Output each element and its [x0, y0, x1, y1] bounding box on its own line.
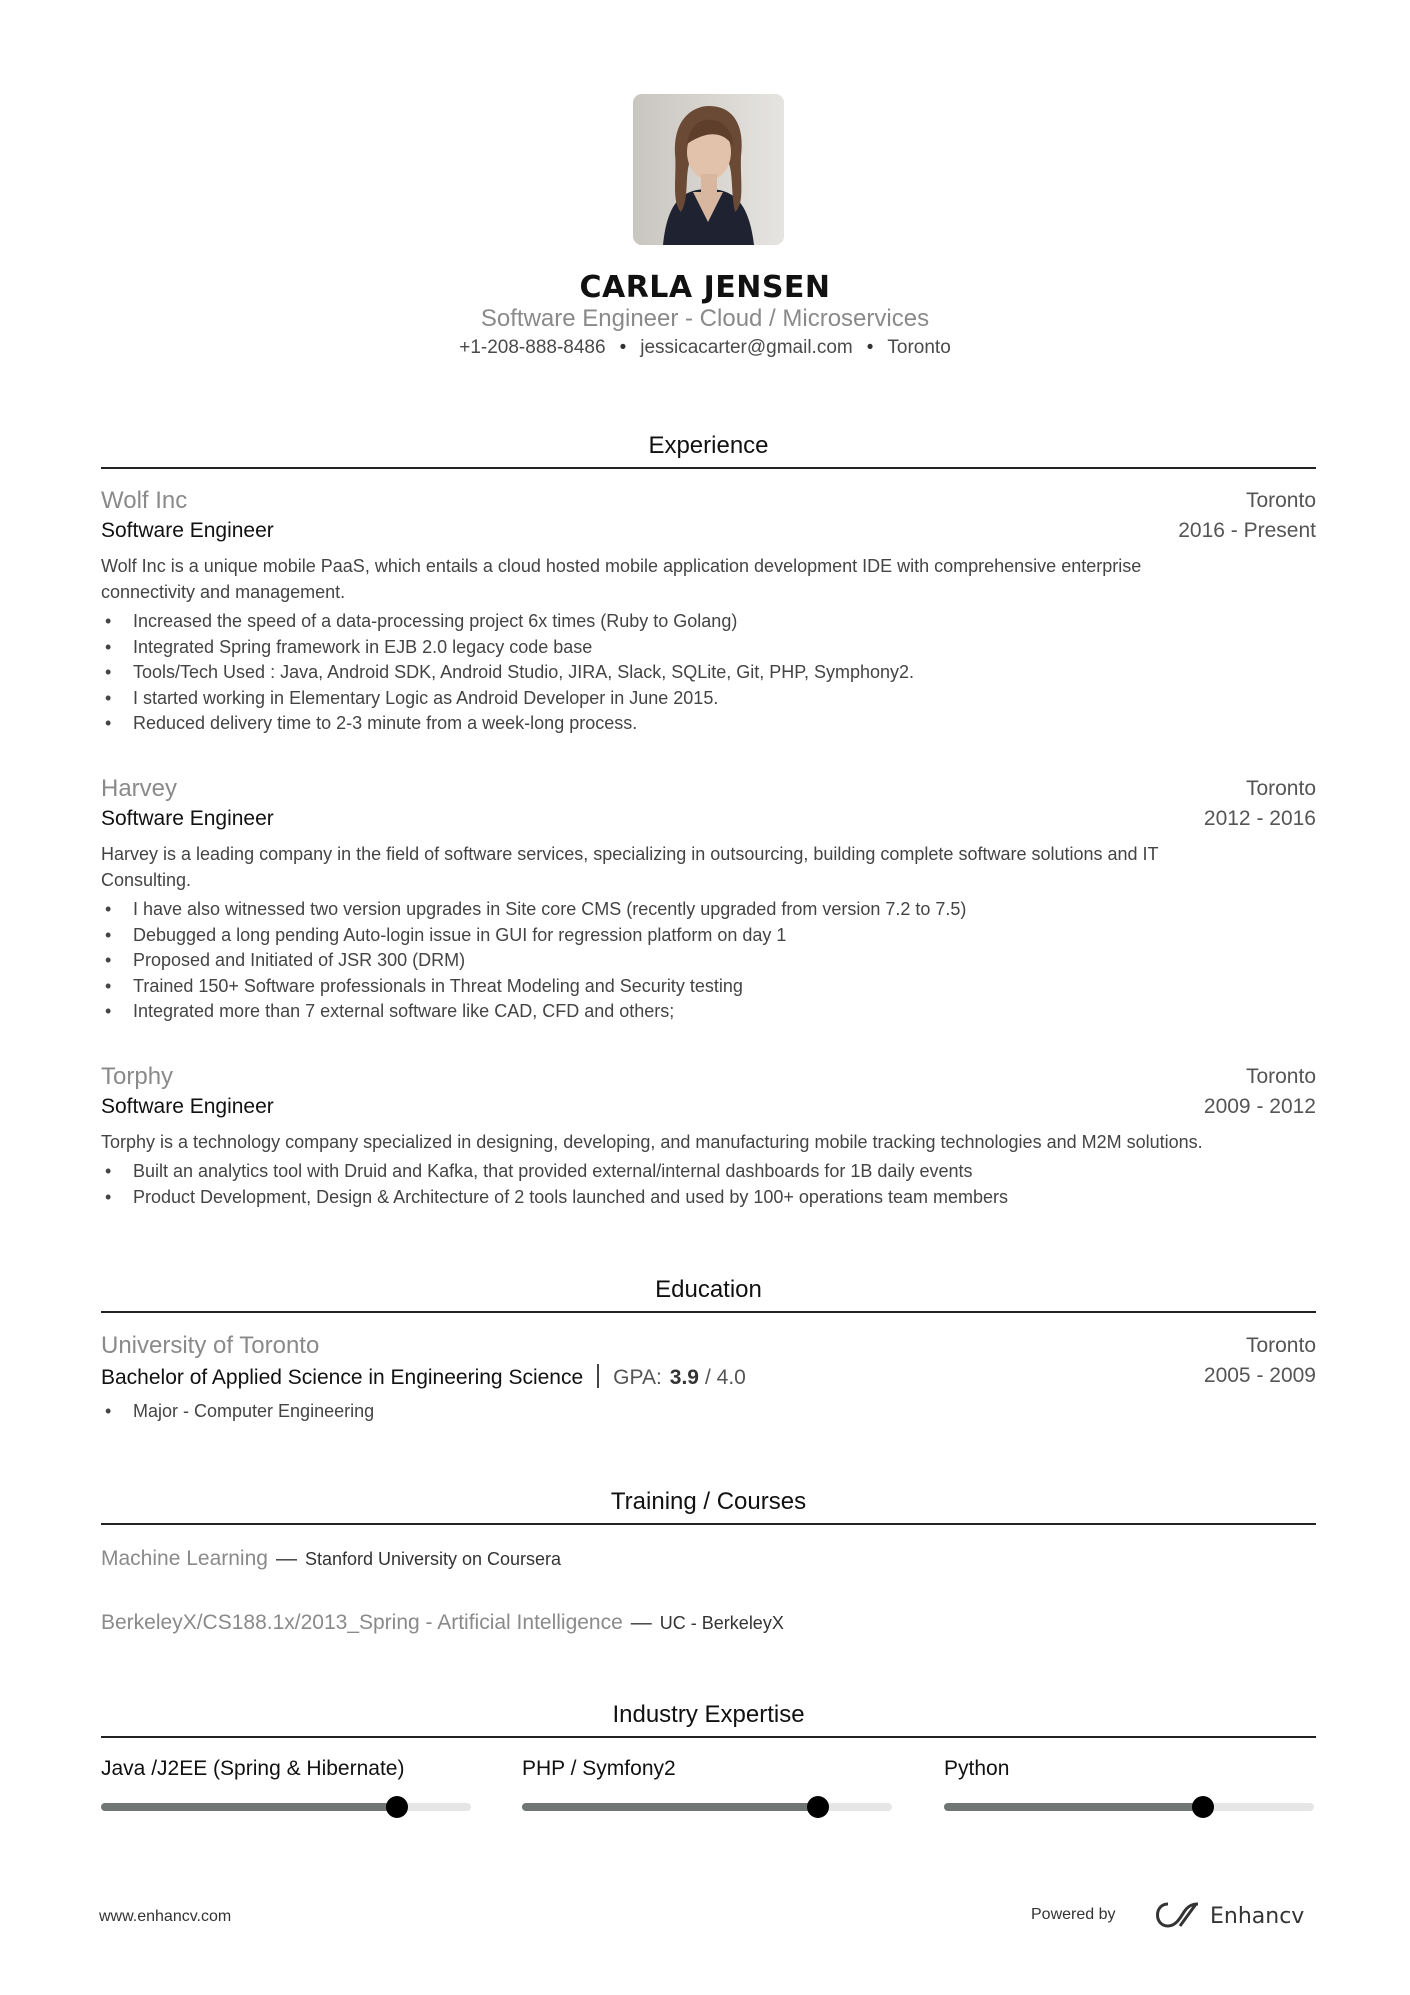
company-name: Torphy	[101, 1063, 174, 1090]
education-entry	[101, 1332, 1316, 1425]
degree-name: Bachelor of Applied Science in Engineering Science	[101, 1366, 584, 1389]
list-item: • I started working in Elementary Logic as Android Developer in June 2015.	[101, 686, 1316, 712]
experience-entry-wolf-inc	[101, 487, 1316, 737]
enhancv-brand-text: Enhancv	[1210, 1904, 1305, 1929]
course-dash: —	[275, 1547, 297, 1570]
school-name: University of Toronto	[101, 1332, 320, 1359]
achievement-list	[101, 897, 1316, 1025]
gpa-label: GPA:	[613, 1366, 662, 1389]
job-location: Toronto	[1245, 489, 1316, 512]
list-item: • Debugged a long pending Auto-login issue in GUI for regression platform on day 1	[101, 923, 1316, 949]
job-role: Software Engineer	[101, 519, 274, 542]
experience-heading: Experience	[648, 432, 769, 459]
skill-level-fill	[944, 1803, 1203, 1811]
course-provider: UC - BerkeleyX	[659, 1613, 784, 1633]
company-name: Harvey	[101, 775, 178, 802]
skill-php	[522, 1757, 892, 1781]
gpa-max: / 4.0	[704, 1366, 746, 1389]
skill-name: Python	[944, 1757, 1010, 1780]
job-role: Software Engineer	[101, 807, 274, 830]
skill-level-fill	[522, 1803, 818, 1811]
skill-level-fill	[101, 1803, 397, 1811]
list-item: • Tools/Tech Used : Java, Android SDK, Android Studio, JIRA, Slack, SQLite, Git, PHP, Symphony2.	[101, 660, 1316, 686]
education-dates: 2005 - 2009	[1203, 1364, 1316, 1387]
skill-name: PHP / Symfony2	[522, 1757, 676, 1780]
list-item: • I have also witnessed two version upgrades in Site core CMS (recently upgraded from version 7.2 to 7.5)	[101, 897, 1316, 923]
skill-level-track	[522, 1803, 892, 1811]
skill-level-knob	[807, 1796, 829, 1818]
education-divider	[101, 1311, 1316, 1313]
skill-name: Java /J2EE (Spring & Hibernate)	[101, 1757, 405, 1780]
footer-website-link[interactable]: www.enhancv.com	[99, 1908, 232, 1925]
contact-separator: •	[619, 337, 627, 358]
experience-entry-torphy	[101, 1063, 1316, 1210]
education-heading: Education	[655, 1276, 762, 1303]
list-item: • Proposed and Initiated of JSR 300 (DRM)	[101, 948, 1316, 974]
candidate-name: CARLA JENSEN	[579, 270, 831, 305]
phone-number: +1-208-888-8486	[459, 337, 606, 358]
list-item: • Built an analytics tool with Druid and Kafka, that provided external/internal dashboards for 1B daily events	[101, 1159, 1316, 1185]
email-address: jessicacarter@gmail.com	[640, 337, 853, 358]
course-dash: —	[630, 1611, 652, 1634]
skill-java	[101, 1757, 471, 1781]
job-role: Software Engineer	[101, 1095, 274, 1118]
profile-photo	[633, 94, 784, 245]
course-name: Machine Learning	[101, 1547, 268, 1570]
school-location: Toronto	[1245, 1334, 1316, 1357]
course-provider: Stanford University on Coursera	[304, 1549, 562, 1569]
contact-location: Toronto	[887, 337, 951, 358]
training-heading: Training / Courses	[610, 1488, 807, 1515]
job-location: Toronto	[1245, 777, 1316, 800]
company-description: Harvey is a leading company in the field of software services, specializing in outsourcing, building complete software solutions and IT Consulting.	[101, 844, 1159, 890]
enhancv-logo	[1150, 1898, 1310, 1932]
list-item: • Trained 150+ Software professionals in Threat Modeling and Security testing	[101, 974, 1316, 1000]
degree-info	[101, 1364, 746, 1390]
job-dates: 2012 - 2016	[1203, 807, 1316, 830]
contact-separator: •	[866, 337, 874, 358]
skill-level-knob	[1192, 1796, 1214, 1818]
gpa-value: 3.9	[669, 1366, 699, 1389]
experience-divider	[101, 467, 1316, 469]
profile-photo-image	[633, 94, 784, 245]
company-name: Wolf Inc	[101, 487, 188, 514]
skill-level-knob	[386, 1796, 408, 1818]
list-item: • Integrated Spring framework in EJB 2.0 legacy code base	[101, 635, 1316, 661]
achievement-list	[101, 1159, 1316, 1210]
skill-python	[944, 1757, 1314, 1781]
candidate-title: Software Engineer - Cloud / Microservices	[480, 305, 930, 332]
gpa-divider	[597, 1364, 599, 1388]
course-name: BerkeleyX/CS188.1x/2013_Spring - Artificial Intelligence	[101, 1611, 623, 1634]
list-item: • Major - Computer Engineering	[101, 1399, 1316, 1425]
list-item: • Increased the speed of a data-processing project 6x times (Ruby to Golang)	[101, 609, 1316, 635]
job-dates: 2009 - 2012	[1203, 1095, 1316, 1118]
course-item	[101, 1547, 561, 1571]
list-item: • Reduced delivery time to 2-3 minute from a week-long process.	[101, 711, 1316, 737]
company-description: Wolf Inc is a unique mobile PaaS, which entails a cloud hosted mobile application development IDE with comprehensive enterprise connectivity and management.	[101, 556, 1142, 602]
skill-level-track	[101, 1803, 471, 1811]
course-item	[101, 1611, 784, 1635]
expertise-divider	[101, 1736, 1316, 1738]
training-divider	[101, 1523, 1316, 1525]
list-item: • Integrated more than 7 external software like CAD, CFD and others;	[101, 999, 1316, 1025]
job-location: Toronto	[1245, 1065, 1316, 1088]
contact-info	[0, 337, 1410, 359]
education-list	[101, 1399, 1316, 1425]
experience-entry-harvey	[101, 775, 1316, 1025]
achievement-list	[101, 609, 1316, 737]
skill-level-track	[944, 1803, 1314, 1811]
powered-by-label: Powered by	[1031, 1906, 1116, 1923]
job-dates: 2016 - Present	[1178, 519, 1316, 542]
company-description: Torphy is a technology company specialized in designing, developing, and manufacturing mobile tracking technologies and M2M solutions.	[101, 1132, 1203, 1152]
expertise-heading: Industry Expertise	[612, 1701, 805, 1728]
list-item: • Product Development, Design & Architecture of 2 tools launched and used by 100+ operations team members	[101, 1185, 1316, 1211]
